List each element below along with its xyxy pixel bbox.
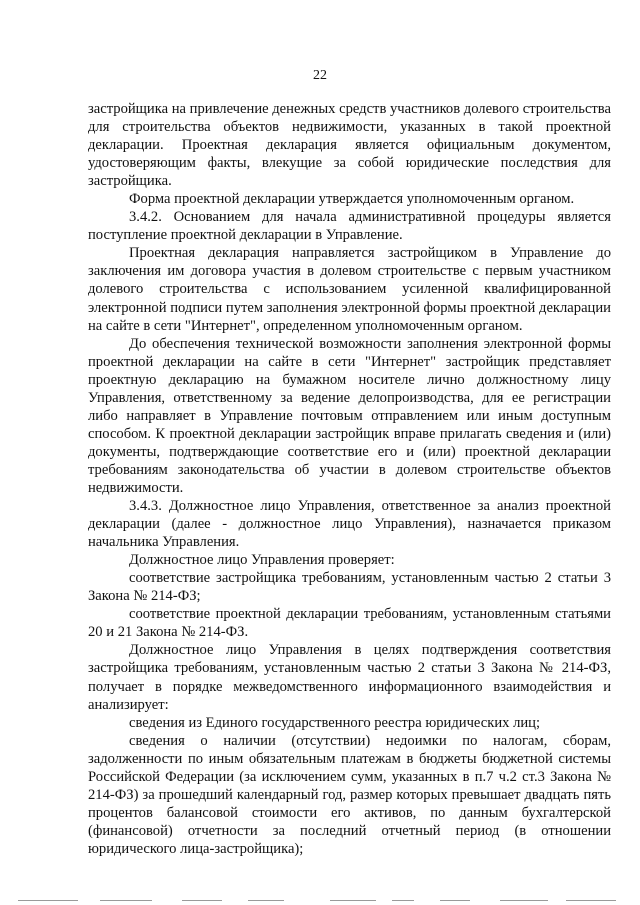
paragraph-paper-submission: До обеспечения технической возможности заполнения электронной формы проектной декларации на сайте в сети "Интернет" застройщик представляет проектную декларацию на бумажном носителе лично должностному лицу Управления, ответственному за ведение делопроизводства, для ее регистрации либо направляет в Управление почтовым отправлением или иным доступным способом. К проектной декларации застройщик вправе прилагать сведения и (или) документы, подтверждающие соответствие его и (или) проектной декларации требованиям законодательства об участии в долевом строительстве объектов недвижимости. (88, 335, 611, 496)
list-item-tax-arrears-info: сведения о наличии (отсутствии) недоимки по налогам, сборам, задолженности по иным обязательным платежам в бюджеты бюджетной системы Российской Федерации (за исключением сумм, указанных в п.7 ч.2 ст.3 Закона № 214-ФЗ) за прошедший календарный год, размер которых превышает двадцать пять процентов балансовой стоимости его активов, по данным бухгалтерской (финансовой) отчетности за последний отчетный период (в отношении юридического лица-застройщика); (88, 732, 611, 857)
list-item-developer-compliance: соответствие застройщика требованиям, установленным частью 2 статьи 3 Закона № 214-ФЗ; (88, 570, 611, 605)
paragraph-declaration-submission: Проектная декларация направляется застройщиком в Управление до заключения им договора участия в долевом строительстве с первым участником долевого строительства с использованием усиленной квалифицированной электронной подписи путем заполнения электронной формы проектной декларации на сайте в сети "Интернет", определенном уполномоченным органом. (88, 245, 611, 334)
paragraph-section-3-4-2: 3.4.2. Основанием для начала административной процедуры является поступление проектной декларации в Управление. (88, 209, 611, 244)
paragraph-section-3-4-3: 3.4.3. Должностное лицо Управления, ответственное за анализ проектной декларации (далее - должностное лицо Управления), назначается приказом начальника Управления. (88, 498, 611, 551)
paragraph-interagency-request: Должностное лицо Управления в целях подтверждения соответствия застройщика требованиям, установленным частью 2 статьи 3 Закона № 214-ФЗ, получает в порядке межведомственного информационного взаимодействия и анализирует: (88, 642, 611, 713)
list-item-egrul-info: сведения из Единого государственного реестра юридических лиц; (129, 714, 541, 731)
document-body (88, 100, 611, 858)
page-number: 22 (313, 68, 327, 83)
paragraph-declaration-form: Форма проектной декларации утверждается уполномоченным органом. (129, 191, 575, 208)
list-item-declaration-compliance: соответствие проектной декларации требованиям, установленным статьями 20 и 21 Закона № 214-ФЗ. (88, 606, 611, 641)
paragraph-developer-funding: застройщика на привлечение денежных средств участников долевого строительства для строительства объектов недвижимости, указанных в такой проектной декларации. Проектная декларация является официальным документом, удостоверяющим факты, влекущие за собой юридические последствия для застройщика. (88, 101, 611, 190)
paragraph-official-checks: Должностное лицо Управления проверяет: (129, 552, 395, 569)
scan-edge-marks (0, 898, 640, 904)
